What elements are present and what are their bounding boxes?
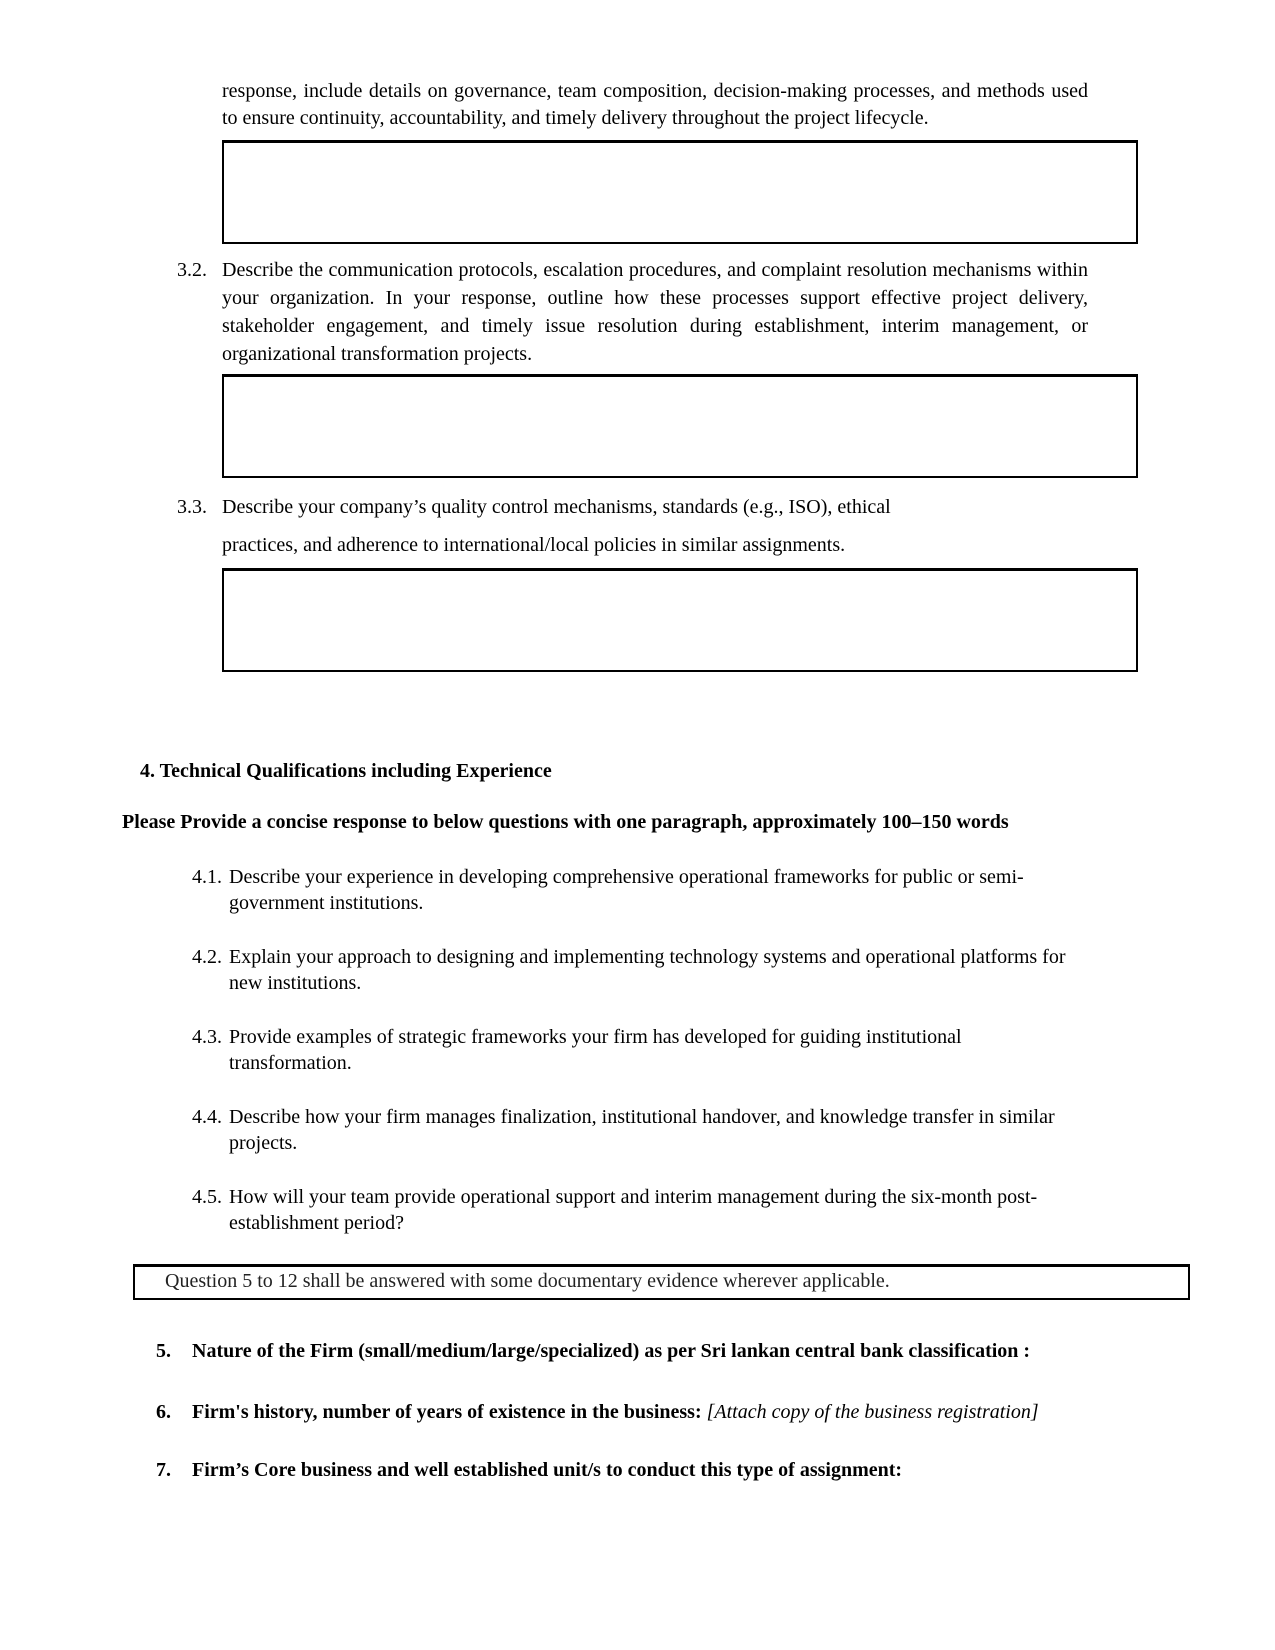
- question-3-3-number: 3.3.: [177, 496, 207, 518]
- question-7-number: 7.: [156, 1459, 171, 1481]
- question-5-text: Nature of the Firm (small/medium/large/specialized) as per Sri lankan central bank classification :: [192, 1340, 1031, 1362]
- question-6: [156, 1397, 1275, 1427]
- answer-box-1[interactable]: [222, 140, 1138, 244]
- question-4-4-text: Describe how your firm manages finalization, institutional handover, and knowledge transfer in similar projects.: [229, 1106, 1055, 1154]
- question-4-4-number: 4.4.: [192, 1106, 222, 1128]
- section-4-question-list: [192, 864, 1275, 1236]
- question-6-label: Firm's history, number of years of existence in the business:: [192, 1401, 702, 1423]
- question-4-3-text: Provide examples of strategic frameworks your firm has developed for guiding institutional transformation.: [229, 1026, 962, 1074]
- question-3-2: [177, 256, 1275, 368]
- documentary-evidence-notice: [133, 1264, 1190, 1300]
- section-4-heading: 4. Technical Qualifications including Experience: [140, 760, 552, 782]
- question-4-5-text: How will your team provide operational support and interim management during the six-month post-establishment period?: [229, 1186, 1038, 1234]
- question-5-number: 5.: [156, 1340, 171, 1362]
- question-4-3-number: 4.3.: [192, 1026, 222, 1048]
- question-7: [156, 1455, 1275, 1485]
- question-4-3: [192, 1024, 1275, 1076]
- question-6-text: [192, 1397, 1072, 1427]
- question-7-text: Firm’s Core business and well established unit/s to conduct this type of assignment:: [192, 1459, 903, 1481]
- question-4-5: [192, 1184, 1275, 1236]
- section-4-instruction: Please Provide a concise response to below questions with one paragraph, approximately 100–150 words: [122, 811, 1009, 833]
- question-3-2-text: Describe the communication protocols, escalation procedures, and complaint resolution mechanisms within your organization. In your response, outline how these processes support effective project delivery, stakeholder engagement, and timely issue resolution during establishment, interim management, or organizational transformation projects.: [222, 259, 1088, 365]
- question-6-number: 6.: [156, 1401, 171, 1423]
- documentary-evidence-notice-text: Question 5 to 12 shall be answered with some documentary evidence wherever applicable.: [165, 1270, 890, 1292]
- question-4-4: [192, 1104, 1275, 1156]
- question-6-attachment-note: [Attach copy of the business registration]: [706, 1401, 1039, 1423]
- question-4-2-number: 4.2.: [192, 946, 222, 968]
- answer-box-3[interactable]: [222, 568, 1138, 672]
- question-5: [156, 1336, 1275, 1366]
- question-4-2: [192, 944, 1275, 996]
- question-4-5-number: 4.5.: [192, 1186, 222, 1208]
- question-4-1-text: Describe your experience in developing comprehensive operational frameworks for public or semi-government institutions.: [229, 866, 1024, 914]
- question-3-2-number: 3.2.: [177, 259, 207, 281]
- question-4-2-text: Explain your approach to designing and implementing technology systems and operational platforms for new institutions.: [229, 946, 1066, 994]
- question-3-3: [177, 488, 1275, 564]
- question-4-1: [192, 864, 1275, 916]
- answer-box-2[interactable]: [222, 374, 1138, 478]
- question-3-1-text-continuation: response, include details on governance, team composition, decision-making processes, and methods used to ensure continuity, accountability, and timely delivery throughout the project lifecycle.: [222, 80, 1088, 129]
- question-3-3-text: Describe your company’s quality control mechanisms, standards (e.g., ISO), ethical practices, and adherence to international/local policies in similar assignments.: [222, 496, 891, 556]
- question-4-1-number: 4.1.: [192, 866, 222, 888]
